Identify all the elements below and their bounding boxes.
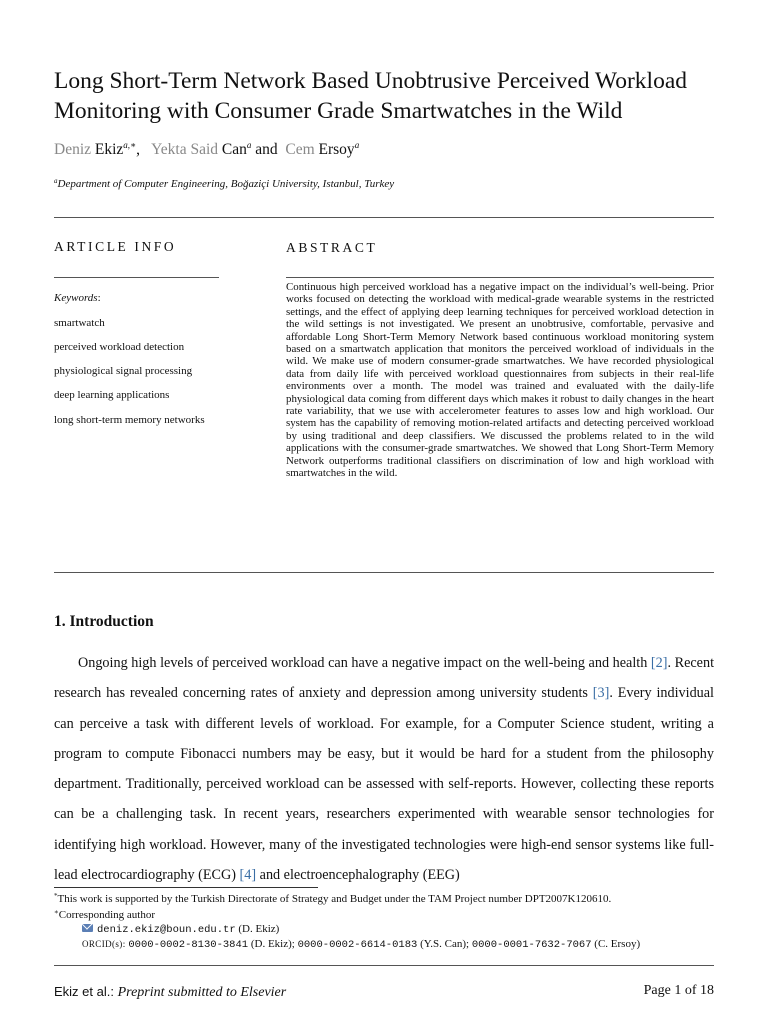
running-footer [54, 984, 286, 1001]
page-number: Page 1 of 18 [643, 983, 714, 998]
footer-status: Preprint submitted to Elsevier [117, 985, 287, 1000]
footer-divider [54, 965, 714, 966]
section-heading-introduction: 1. Introduction [54, 613, 154, 630]
author-separator: , [136, 141, 141, 158]
citation-link[interactable]: [2] [650, 655, 668, 671]
funding-footnote: *This work is supported by the Turkish Directorate of Strategy and Budget under the TAM Project number DPT2007K120610. [54, 892, 612, 905]
introduction-paragraph: Ongoing high levels of perceived workload can have a negative impact on the well-being and health [2]. Recent research has revealed concerning rates of anxiety and depression among university students [3]. Every individual can perceive a task with different levels of workload. For example, for a Computer Science student, writing a program to compute Fibonacci numbers may be easy, but it would be hard for a student from the philosophy department. Traditionally, perceived workload can be assessed with self-reports. However, collecting these reports can be a challenging task. In recent years, researchers experimented with wearable sensor technologies for identifying high workload. However, many of the investigated technologies were high-end sensor systems like full-lead electrocardiography (ECG) [4] and electroencephalography (EEG) [54, 655, 715, 884]
author-affiliation-mark: a [246, 140, 252, 150]
orcid-link[interactable]: 0000-0002-8130-3841 [128, 939, 249, 951]
paper-title: Long Short-Term Network Based Unobtrusive Perceived Workload Monitoring with Consumer Grade Smartwatches in the Wild [54, 68, 687, 124]
author-affiliation-mark: a [354, 140, 360, 150]
footer-authors: Ekiz et al.: [54, 984, 114, 999]
email-link[interactable]: deniz.ekiz@boun.edu.tr [97, 924, 236, 936]
abstract-heading: ABSTRACT [286, 240, 378, 255]
orcid-label: ORCID(s): [82, 939, 126, 949]
orcid-footnote: ORCID(s): 0000-0002-8130-3841 (D. Ekiz); 0000-0002-6614-0183 (Y.S. Can); 0000-0001-7632-7067 (C. Ersoy) [82, 938, 641, 951]
keyword-item: smartwatch [54, 317, 105, 329]
keyword-item: perceived workload detection [54, 341, 185, 353]
affiliation-text: Department of Computer Engineering, Boğaziçi University, Istanbul, Turkey [57, 178, 395, 190]
corresponding-footnote: ∗Corresponding author [54, 908, 155, 921]
author-given-name: Deniz [54, 141, 92, 158]
abstract-divider [54, 572, 714, 573]
footnote-rule [54, 887, 318, 888]
affiliation [54, 177, 394, 190]
article-info-heading: ARTICLE INFO [54, 239, 177, 254]
author-family-name: Ersoy [318, 141, 355, 158]
orcid-link[interactable]: 0000-0002-6614-0183 [297, 939, 418, 951]
citation-link[interactable]: [3] [592, 685, 610, 702]
author-given-name: Yekta Said [151, 141, 218, 158]
author-given-name: Cem [285, 141, 315, 158]
email-footnote: deniz.ekiz@boun.edu.tr (D. Ekiz) [82, 923, 279, 936]
keyword-item: deep learning applications [54, 389, 170, 401]
keywords-label: Keywords: [54, 292, 101, 304]
citation-link[interactable]: [4] [239, 867, 257, 884]
keyword-item: long short-term memory networks [54, 414, 205, 426]
article-info-rule [54, 277, 219, 278]
header-divider [54, 217, 714, 218]
author-affiliation-mark: a,∗ [123, 140, 137, 150]
orcid-link[interactable]: 0000-0001-7632-7067 [471, 939, 592, 951]
affiliation-mark: a [54, 177, 58, 185]
author-family-name: Can [221, 141, 247, 158]
author-separator: and [255, 141, 278, 158]
abstract-rule [286, 277, 714, 278]
author-family-name: Ekiz [94, 141, 124, 158]
keyword-item: physiological signal processing [54, 365, 193, 377]
email-icon [82, 924, 93, 932]
author-list [54, 140, 359, 159]
abstract-text: Continuous high perceived workload has a negative impact on the individual’s well-being. Prior works focused on detecting the workload with medical-grade wearable systems in the restricted settings, and the effect of applying deep learning techniques for perceived workload detection in the wild settings is not investigated. We present an unobtrusive, comfortable, pervasive and affordable Long Short-Term Memory Network based continuous workload monitoring system based on a smartwatch application that monitors the perceived workload of individuals in the wild. We make use of modern consumer-grade smartwatches. We have recorded physiological data from daily life with perceived workload questionnaires from subjects in their real-life environments over a month. The model was trained and evaluated with the daily-life physiological data coming from different days which makes it robust to daily changes in the heart rate variability, that we use with accelerometer features to asses low and high workload. Our system has the capability of removing motion-related artifacts and detecting perceived workload by using traditional and deep classifiers. We discussed the problems related to in the wild applications with the consumer-grade smartwatches. We showed that Long Short-Term Memory Network outperforms traditional classifiers on discrimination of low and high workload with smartwatches in the wild. [286, 281, 714, 480]
